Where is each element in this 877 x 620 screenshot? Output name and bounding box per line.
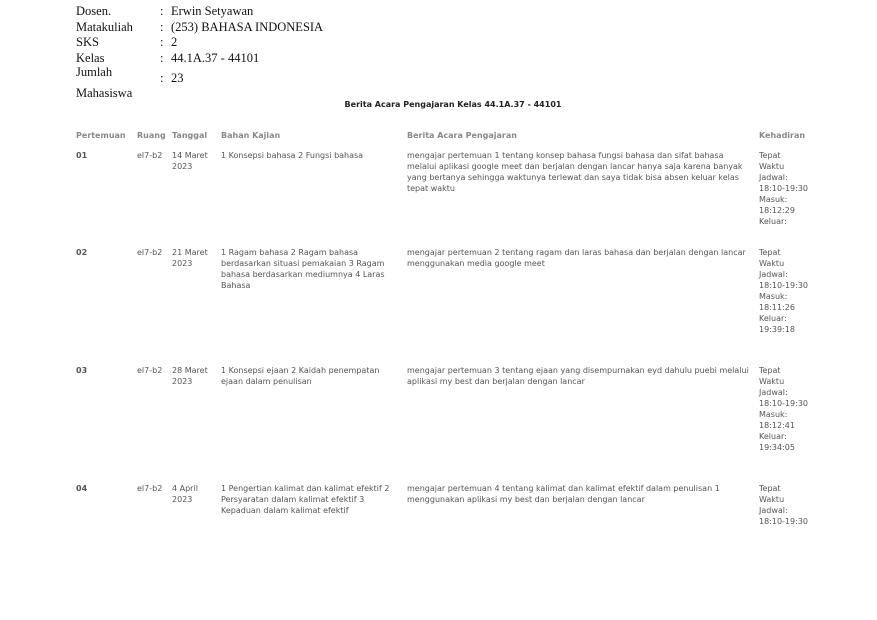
col-header-berita-acara: Berita Acara Pengajaran [407,131,517,140]
jadwal-label: Jadwal: [759,388,788,397]
table-row [74,363,818,481]
matakuliah-label: Matakuliah [76,19,133,34]
col-header-kehadiran: Kehadiran [759,131,806,140]
berita-acara-cell: mengajar pertemuan 1 tentang konsep bahasa fungsi bahasa dan sifat bahasa melalui aplikasi google meet dan berjalan dengan lancar hanya saja karena banyak yang bertanya sehingga waktunya terlewat dan saya tidak bisa absen keluar kelas tepat waktu [407,151,743,193]
pertemuan-number: 03 [76,366,88,375]
jadwal-label: Jadwal: [759,173,788,182]
berita-acara-table [74,129,818,543]
tanggal-cell: 21 Maret 2023 [172,248,208,268]
bahan-kajian-cell: 1 Konsepsi bahasa 2 Fungsi bahasa [221,151,364,160]
bahan-kajian-cell: 1 Konsepsi ejaan 2 Kaidah penempatan ejaan dalam penulisan [221,366,380,386]
jadwal-label: Jadwal: [759,270,788,279]
col-header-bahan-kajian: Bahan Kajian [221,131,281,140]
keluar-label: Keluar: [759,314,787,323]
kehadiran-status-1: Tepat [759,366,781,375]
masuk-value: 18:12:41 [759,421,795,430]
masuk-label: Masuk: [759,292,788,301]
masuk-label: Masuk: [759,195,788,204]
dosen-value: Erwin Setyawan [171,4,254,18]
colon: : [160,71,164,85]
colon: : [160,35,164,49]
pertemuan-number: 02 [76,248,88,257]
info-row-jumlah-mahasiswa [76,66,323,100]
tanggal-cell: 4 April 2023 [172,484,198,504]
dosen-label: Dosen. [76,4,112,18]
tanggal-cell: 14 Maret 2023 [172,151,208,171]
info-row-sks [76,35,323,51]
sks-value: 2 [171,35,178,49]
kehadiran-cell [757,148,818,245]
jadwal-value: 18:10-19:30 [759,184,808,193]
kelas-label: Kelas [76,50,105,65]
colon: : [160,4,164,18]
ruang-cell: el7-b2 [137,366,163,375]
ruang-cell: el7-b2 [137,484,163,493]
info-row-matakuliah [76,20,323,36]
matakuliah-value: (253) BAHASA INDONESIA [171,19,324,34]
colon: : [160,19,164,34]
masuk-label: Masuk: [759,410,788,419]
kehadiran-status-2: Waktu [759,495,785,504]
kehadiran-status-1: Tepat [759,248,781,257]
keluar-label: Keluar: [759,217,787,226]
jumlah-label: Jumlah [76,65,113,79]
berita-acara-cell: mengajar pertemuan 3 tentang ejaan yang disempurnakan eyd dahulu puebi melalui aplikasi my best dan berjalan dengan lancar [407,366,749,386]
kelas-value: 44.1A.37 - 44101 [171,50,260,65]
col-header-ruang: Ruang [137,131,166,140]
sks-label: SKS [76,35,99,49]
kehadiran-cell [757,245,818,363]
jadwal-value: 18:10-19:30 [759,281,808,290]
kehadiran-status-2: Waktu [759,162,785,171]
kehadiran-status-1: Tepat [759,484,781,493]
keluar-label: Keluar: [759,432,787,441]
berita-acara-cell: mengajar pertemuan 4 tentang kalimat dan kalimat efektif dalam penulisan 1 menggunakan aplikasi my best dan berjalan dengan lancar [407,484,720,504]
table-header-row [74,129,818,148]
jadwal-label: Jadwal: [759,506,788,515]
kehadiran-cell [757,481,818,543]
jumlah-mahasiswa-value: 23 [171,71,184,85]
mahasiswa-label: Mahasiswa [76,86,133,100]
col-header-pertemuan: Pertemuan [76,131,126,140]
jadwal-value: 18:10-19:30 [759,517,808,526]
masuk-value: 18:11:26 [759,303,795,312]
keluar-value: 19:34:05 [759,443,795,452]
col-header-tanggal: Tanggal [172,131,208,140]
jumlah-mahasiswa-label [76,66,160,100]
pertemuan-number: 01 [76,151,88,160]
tanggal-cell: 28 Maret 2023 [172,366,208,386]
info-row-kelas [76,51,323,67]
colon: : [160,50,164,65]
keluar-value: 19:39:18 [759,325,795,334]
jadwal-value: 18:10-19:30 [759,399,808,408]
course-info [76,4,323,100]
table-row [74,245,818,363]
table-row [74,481,818,543]
kehadiran-status-2: Waktu [759,377,785,386]
kehadiran-status-1: Tepat [759,151,781,160]
bahan-kajian-cell: 1 Pengertian kalimat dan kalimat efektif 2 Persyaratan dalam kalimat efektif 3 Kepaduan dalam kalimat efektif [221,484,390,515]
masuk-value: 18:12:29 [759,206,795,215]
ruang-cell: el7-b2 [137,151,163,160]
berita-acara-cell: mengajar pertemuan 2 tentang ragam dan laras bahasa dan berjalan dengan lancar menggunakan media google meet [407,248,746,268]
ruang-cell: el7-b2 [137,248,163,257]
kehadiran-status-2: Waktu [759,259,785,268]
bahan-kajian-cell: 1 Ragam bahasa 2 Ragam bahasa berdasarkan situasi pemakaian 3 Ragam bahasa berdasarkan mediumnya 4 Laras Bahasa [221,248,385,290]
table-row [74,148,818,245]
info-row-dosen [76,4,323,20]
document-title: Berita Acara Pengajaran Kelas 44.1A.37 - 44101 [344,100,562,109]
pertemuan-number: 04 [76,484,88,493]
kehadiran-cell [757,363,818,481]
